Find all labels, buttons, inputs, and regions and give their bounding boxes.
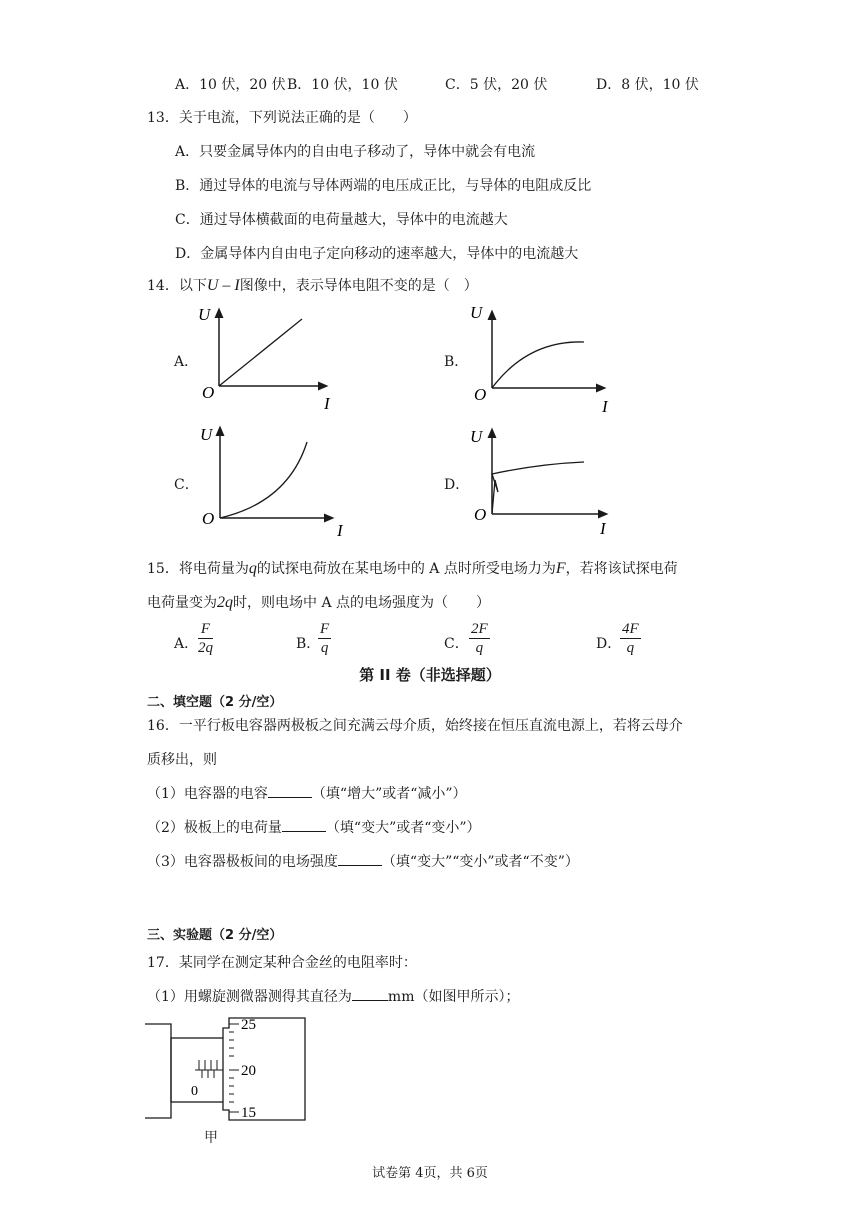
exp-heading: 三、实验题（2 分/空）	[147, 928, 283, 943]
graph-b	[468, 300, 618, 416]
q15-line1-post: ，若将该试探电荷	[565, 561, 678, 577]
q12-option-b: B．10 伏，10 伏	[287, 77, 398, 93]
graph-c-origin: O	[202, 509, 215, 528]
micrometer-frame	[145, 1024, 171, 1118]
q15-d-den: q	[626, 640, 635, 656]
q15-F: F	[555, 560, 566, 577]
q15-d-num: 4F	[622, 621, 639, 637]
main-scale-zero: 0	[191, 1084, 198, 1099]
q13-stem: 13．关于电流，下列说法正确的是（ ）	[147, 110, 417, 126]
section-ii-title: 第 II 卷（非选择题）	[359, 666, 501, 684]
graph-d-origin: O	[474, 505, 487, 524]
q14-label-c: C．	[174, 477, 199, 493]
q15-label-a: A．	[174, 636, 199, 652]
q13-option-b: B．通过导体的电流与导体两端的电压成正比，与导体的电阻成反比	[175, 178, 592, 194]
q14-stem-post: 图像中，表示导体电阻不变的是（ ）	[239, 278, 478, 294]
q15-a-den: 2q	[198, 640, 213, 656]
q14-label-d: D．	[444, 477, 470, 493]
q16-part1-post: （填“增大”或者“减小”）	[311, 786, 467, 802]
q16-part2-pre: （2）极板上的电荷量	[147, 820, 282, 836]
q17-part1-post: mm（如图甲所示）；	[387, 989, 520, 1005]
q16-line1: 16．一平行板电容器两极板之间充满云母介质，始终接在恒压直流电源上，若将云母介	[147, 718, 683, 734]
graph-a	[196, 302, 346, 414]
q17-part1	[147, 986, 519, 1006]
q16-blank-3[interactable]	[338, 851, 382, 866]
graph-d-x-label: I	[600, 519, 606, 538]
graph-b-x-label: I	[602, 397, 608, 416]
q15-label-c: C．	[444, 636, 469, 652]
q14-label-a: A．	[174, 354, 199, 370]
q16-part3	[147, 851, 579, 871]
q15-line1	[147, 558, 678, 578]
q13-option-d: D．金属导体内自由电子定向移动的速率越大，导体中的电流越大	[175, 246, 579, 262]
q15-c-den: q	[475, 640, 484, 656]
q12-option-d: D．8 伏，10 伏	[596, 77, 699, 93]
page-footer: 试卷第 4页，共 6页	[372, 1166, 488, 1181]
graph-b-curve	[492, 342, 584, 388]
q15-c-num: 2F	[471, 621, 488, 637]
q17-stem: 17．某同学在测定某种合金丝的电阻率时：	[147, 955, 417, 971]
q17-blank-1[interactable]	[352, 986, 388, 1001]
graph-d	[468, 422, 618, 540]
graph-c-curve	[220, 442, 307, 518]
graph-a-origin: O	[202, 383, 215, 402]
q15-label-b: B．	[296, 636, 321, 652]
q12-option-a: A．10 伏，20 伏	[175, 77, 286, 93]
q15-line1-pre: 15．将电荷量为	[147, 561, 249, 577]
thimble-label-15: 15	[241, 1105, 256, 1121]
graph-a-curve	[219, 319, 302, 386]
q15-b-den: q	[320, 640, 329, 656]
graph-c-x-label: I	[337, 521, 343, 540]
q15-a-num: F	[198, 620, 213, 639]
thimble-label-20: 20	[241, 1063, 256, 1079]
q16-part1	[147, 783, 467, 803]
q12-option-c: C．5 伏，20 伏	[445, 77, 548, 93]
q15-option-a-fraction	[198, 620, 213, 657]
q13-option-a: A．只要金属导体内的自由电子移动了，导体中就会有电流	[175, 144, 536, 160]
q16-part2	[147, 817, 481, 837]
graph-b-y-label: U	[470, 303, 483, 322]
micrometer-thimble	[223, 1018, 305, 1120]
graph-a-y-label: U	[198, 305, 211, 324]
q15-2q: 2q	[217, 594, 233, 611]
graph-a-x-label: I	[324, 394, 330, 413]
q14-label-b: B．	[444, 354, 469, 370]
graph-d-curve	[492, 462, 584, 514]
thimble-label-25: 25	[241, 1017, 256, 1033]
q14-stem-pre: 14．以下	[147, 278, 207, 294]
q15-option-d-fraction	[620, 620, 641, 657]
figure-caption: 甲	[204, 1130, 218, 1146]
q16-part3-pre: （3）电容器极板间的电场强度	[147, 854, 338, 870]
q15-option-b-fraction	[318, 620, 331, 657]
fill-heading: 二、填空题（2 分/空）	[147, 695, 283, 710]
graph-d-y-label: U	[470, 427, 483, 446]
q16-part1-pre: （1）电容器的电容	[147, 786, 268, 802]
q15-q: q	[248, 560, 257, 577]
q15-line2-post: 时，则电场中 A 点的电场强度为（ ）	[233, 595, 491, 611]
graph-b-origin: O	[474, 385, 487, 404]
q15-line2-pre: 电荷量变为	[147, 595, 217, 611]
q15-b-num: F	[320, 621, 330, 637]
q16-blank-2[interactable]	[282, 817, 326, 832]
q17-part1-pre: （1）用螺旋测微器测得其直径为	[147, 989, 352, 1005]
q16-line2: 质移出，则	[147, 752, 217, 768]
q13-option-c: C．通过导体横截面的电荷量越大，导体中的电流越大	[175, 212, 508, 228]
q16-part2-post: （填“变大”或者“变小”）	[325, 820, 481, 836]
q15-label-d: D．	[596, 636, 622, 652]
q15-line2	[147, 592, 490, 612]
q14-stem-math: U – I	[206, 277, 240, 294]
micrometer-figure	[145, 1014, 315, 1144]
q16-part3-post: （填“变大”“变小”或者“不变”）	[381, 854, 579, 870]
q16-blank-1[interactable]	[268, 783, 312, 798]
graph-c-y-label: U	[200, 425, 213, 444]
graph-c	[198, 422, 358, 540]
q15-option-c-fraction	[469, 620, 490, 657]
q14-stem	[147, 275, 478, 295]
q15-line1-mid: 的试探电荷放在某电场中的 A 点时所受电场力为	[256, 561, 556, 577]
